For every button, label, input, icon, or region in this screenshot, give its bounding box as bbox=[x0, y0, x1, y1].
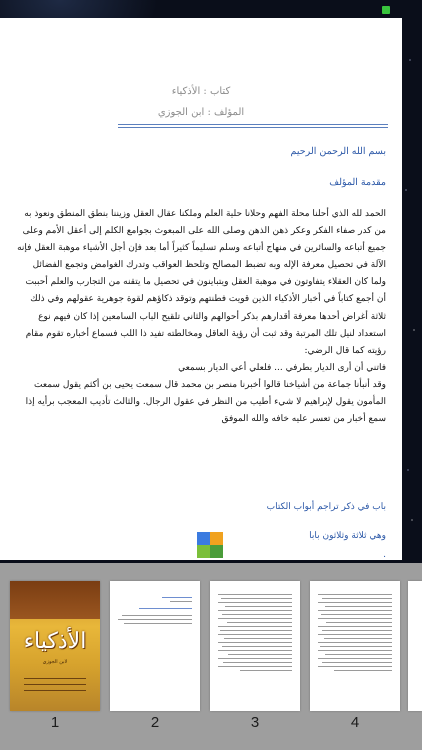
thumbnail-page-2[interactable] bbox=[110, 581, 200, 711]
loader-tile bbox=[197, 545, 210, 558]
loader-tile bbox=[210, 532, 223, 545]
chapter-dot: . bbox=[383, 550, 386, 560]
basmala: بسم الله الرحمن الرحيم bbox=[290, 146, 386, 157]
thumbnail-preview bbox=[118, 591, 192, 701]
thumbnail-page-3[interactable] bbox=[210, 581, 300, 711]
paragraph: وقد أنبأنا جماعة من أشياخنا قالوا أخبرنا منصر بن محمد قال سمعت يحيى بن أكثم يقول سمعت المأمون يقول لإبراهيم لا شيء أطيب من النظر في عقول الرجال. والثالث تأديب المعجب برأيه إذا سمع أخبار من تعسر عليه خافه والله الموفق bbox=[25, 379, 386, 425]
chapter-title[interactable]: باب في ذكر تراجم أبواب الكتاب bbox=[266, 502, 386, 512]
thumbnail-number: 3 bbox=[250, 714, 260, 731]
page-thumbnail-strip[interactable] bbox=[0, 563, 422, 750]
section-title: مقدمة المؤلف bbox=[329, 177, 386, 188]
paragraph: الحمد لله الذي أحلنا محلة الفهم وحلانا حلية العلم وملكنا عقال العقل وزيننا بنطق المنطق ونعوذ به من كدر صفاء الفكر وعكر ذهن الذهن وصلى الله على المبعوث بجوامع الكلم إلى أعقل الأمم وعلى جميع أتباعه والسائرين في منهاج أتباعه وسلم تسليماً كثيراً أما بعد فإن أجل الأشياء موهبة العقل فإنه الآلة في تحصيل معرفة الإله وبه تضبط المصالح وتلحظ العواقب وتدرك الغوامض وتجمع الفضائل ولما كان العقلاء يتفاوتون في موهبة العقل ويتباينون في تحصيل ما يتقنه من التجارب والعلم أحببت أن أجمع كتاباً في أخبار الأذكياء الذين قويت فطنتهم وتوقد ذكاؤهم لقوة جوهرية عقولهم وفي ذلك ثلاثة أغراض أحدها معرفة أقدارهم بذكر أحوالهم والثاني تلقيح الباب السامعين إذا كان فيهم نوع استعداد لنيل تلك المرتبة وقد ثبت أن رؤية العاقل ومخالطته تفيد ذا اللب فسماع أخباره تقوم مقام رؤيته كما قال الرضي: bbox=[17, 209, 386, 356]
thumbnail-page-5-partial[interactable] bbox=[408, 581, 422, 711]
chapter-subtitle: وهي ثلاثة وثلاثون بابا bbox=[309, 531, 386, 541]
divider bbox=[118, 124, 388, 125]
thumbnail-number: 4 bbox=[350, 714, 360, 731]
thumbnail-number: 2 bbox=[150, 714, 160, 731]
author-line: المؤلف : ابن الجوزي bbox=[157, 107, 245, 118]
thumbnail-preview bbox=[218, 591, 292, 701]
book-title: كتاب : الأذكياء bbox=[171, 86, 231, 97]
status-indicator bbox=[382, 6, 390, 14]
body-text bbox=[16, 206, 386, 428]
poem-line: فاتني أن أرى الديار بطرفي ... فلعلي أعي الديار بسمعي bbox=[178, 362, 386, 373]
thumbnail-page-1[interactable] bbox=[10, 581, 100, 711]
document-page[interactable] bbox=[0, 18, 402, 560]
loading-icon bbox=[197, 532, 223, 558]
loader-tile bbox=[210, 545, 223, 558]
thumbnail-preview bbox=[318, 591, 392, 701]
thumbnail-number: 1 bbox=[50, 714, 60, 731]
cover-title: الأذكياء bbox=[23, 629, 87, 654]
cover-decoration bbox=[18, 673, 92, 699]
cover-subtitle: لابن الجوزي bbox=[42, 659, 68, 665]
thumbnail-page-4[interactable] bbox=[310, 581, 400, 711]
loader-tile bbox=[197, 532, 210, 545]
cover-band bbox=[10, 581, 100, 619]
divider bbox=[118, 127, 388, 128]
